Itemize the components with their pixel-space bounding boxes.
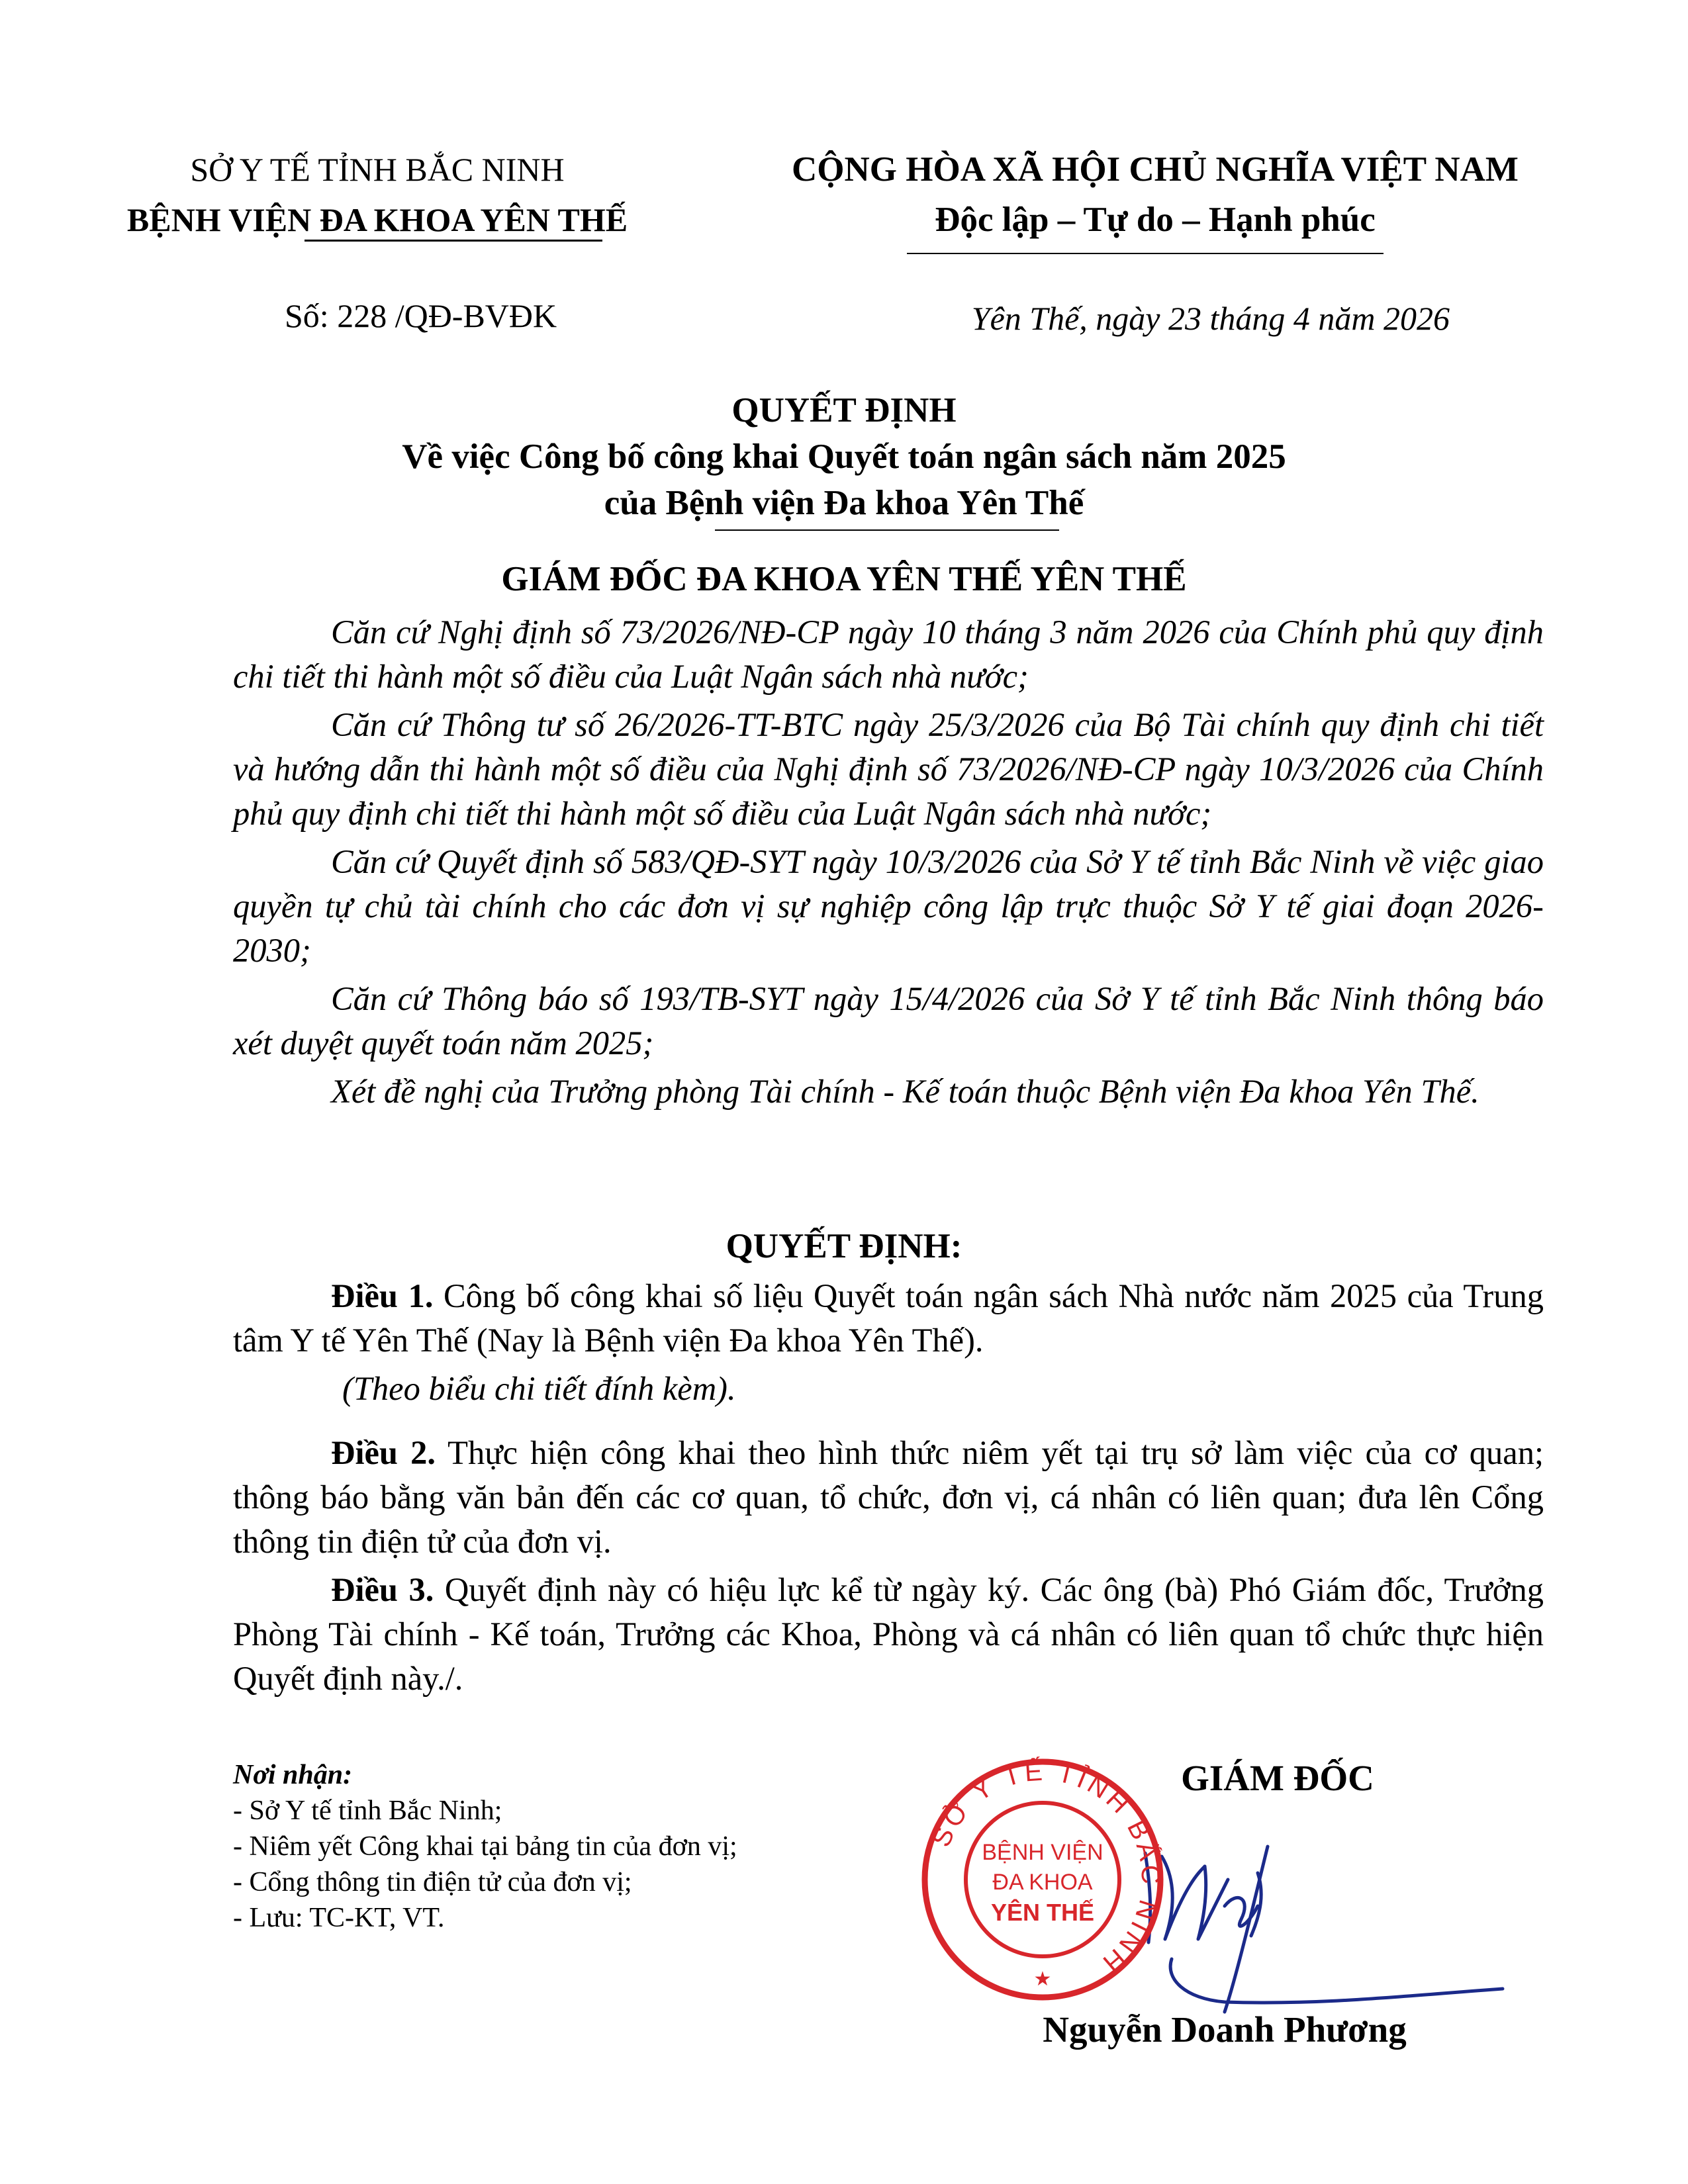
issuer-underline — [305, 240, 602, 242]
signer-name: Nguyễn Doanh Phương — [1043, 2009, 1407, 2050]
svg-text:SỞ Y TẾ TỈNH BẮC NINH — [927, 1755, 1166, 1979]
national-motto: Độc lập – Tự do – Hạnh phúc — [935, 201, 1376, 239]
svg-text:★: ★ — [1033, 1968, 1052, 1990]
article-text: Công bố công khai số liệu Quyết toán ngân sách Nhà nước năm 2025 của Trung tâm Y tế Yên Thế (Nay là Bệnh viện Đa khoa Yên Thế). — [233, 1277, 1544, 1359]
motto-underline — [907, 253, 1383, 254]
document-title — [199, 387, 1489, 526]
preamble-item: Căn cứ Nghị định số 73/2026/NĐ-CP ngày 10 tháng 3 năm 2026 của Chính phủ quy định chi tiết thi hành một số điều của Luật Ngân sách nhà nước; — [233, 614, 1544, 695]
seal-icon — [917, 1754, 1168, 2005]
article-2 — [233, 1431, 1544, 1564]
preamble-item: Căn cứ Thông báo số 193/TB-SYT ngày 15/4/2026 của Sở Y tế tỉnh Bắc Ninh thông báo xét duyệt quyết toán năm 2025; — [233, 980, 1544, 1062]
recipients — [233, 1757, 737, 1936]
article-text: Quyết định này có hiệu lực kể từ ngày ký. Các ông (bà) Phó Giám đốc, Trưởng Phòng Tài chính - Kế toán, Trưởng các Khoa, Phòng và cá nhân có liên quan tổ chức thực hiện Quyết định này./. — [233, 1571, 1544, 1697]
document-date: Yên Thế, ngày 23 tháng 4 năm 2026 — [971, 300, 1450, 337]
country-name: CỘNG HÒA XÃ HỘI CHỦ NGHĨA VIỆT NAM — [792, 150, 1519, 189]
seal-line-2: ĐA KHOA — [992, 1870, 1093, 1895]
preamble-item: Căn cứ Thông tư số 26/2026-TT-BTC ngày 25/3/2026 của Bộ Tài chính quy định chi tiết và hướng dẫn thi hành một số điều của Nghị định số 73/2026/NĐ-CP ngày 10/3/2026 của Chính phủ quy định chi tiết thi hành một số điều của Luật Ngân sách nhà nước; — [233, 706, 1544, 832]
official-seal — [917, 1754, 1168, 2005]
title-line-1: Về việc Công bố công khai Quyết toán ngân sách năm 2025 — [402, 437, 1286, 476]
recipient-item: - Cổng thông tin điện tử của đơn vị; — [233, 1867, 632, 1897]
recipient-item: - Lưu: TC-KT, VT. — [233, 1903, 445, 1933]
recipients-title: Nơi nhận: — [233, 1760, 353, 1790]
agency-name: SỞ Y TẾ TỈNH BẮC NINH — [190, 151, 565, 188]
recipient-item: - Niêm yết Công khai tại bảng tin của đơn vị; — [233, 1831, 737, 1862]
articles — [233, 1274, 1544, 1701]
seal-ring-text: SỞ Y TẾ TỈNH BẮC NINH — [926, 1756, 1166, 1980]
article-1 — [233, 1274, 1544, 1363]
document-number: Số: 228 /QĐ-BVĐK — [285, 297, 557, 334]
national-block — [735, 144, 1575, 245]
article-1-note: (Theo biểu chi tiết đính kèm). — [342, 1370, 736, 1407]
article-label: Điều 2. — [331, 1434, 436, 1471]
preamble — [233, 610, 1544, 1114]
handwritten-signature — [1125, 1827, 1509, 2025]
preamble-item: Xét đề nghị của Trưởng phòng Tài chính - Kế toán thuộc Bệnh viện Đa khoa Yên Thế. — [331, 1073, 1479, 1110]
signature-icon — [1125, 1827, 1509, 2025]
title-main: QUYẾT ĐỊNH — [731, 391, 957, 430]
article-text: Thực hiện công khai theo hình thức niêm yết tại trụ sở làm việc của cơ quan; thông báo bằng văn bản đến các cơ quan, tổ chức, đơn vị, cá nhân có liên quan; đưa lên Cổng thông tin điện tử của đơn vị. — [233, 1434, 1544, 1560]
title-underline — [715, 529, 1059, 531]
issuer-block — [119, 144, 635, 245]
title-line-2: của Bệnh viện Đa khoa Yên Thế — [604, 484, 1084, 522]
signer-position: GIÁM ĐỐC — [1181, 1758, 1374, 1798]
article-label: Điều 3. — [331, 1571, 434, 1608]
article-label: Điều 1. — [331, 1277, 434, 1314]
article-3 — [233, 1568, 1544, 1701]
preamble-item: Căn cứ Quyết định số 583/QĐ-SYT ngày 10/3/2026 của Sở Y tế tỉnh Bắc Ninh về việc giao quyền tự chủ tài chính cho các đơn vị sự nghiệp công lập trực thuộc Sở Y tế giai đoạn 2026-2030; — [233, 843, 1544, 969]
recipient-item: - Sở Y tế tỉnh Bắc Ninh; — [233, 1796, 502, 1826]
decide-heading: QUYẾT ĐỊNH: — [726, 1227, 962, 1265]
director-heading: GIÁM ĐỐC ĐA KHOA YÊN THẾ YÊN THẾ — [501, 560, 1187, 598]
seal-line-3: YÊN THẾ — [990, 1899, 1095, 1926]
hospital-name: BỆNH VIỆN ĐA KHOA YÊN THẾ — [126, 201, 628, 238]
seal-line-1: BỆNH VIỆN — [982, 1840, 1103, 1865]
